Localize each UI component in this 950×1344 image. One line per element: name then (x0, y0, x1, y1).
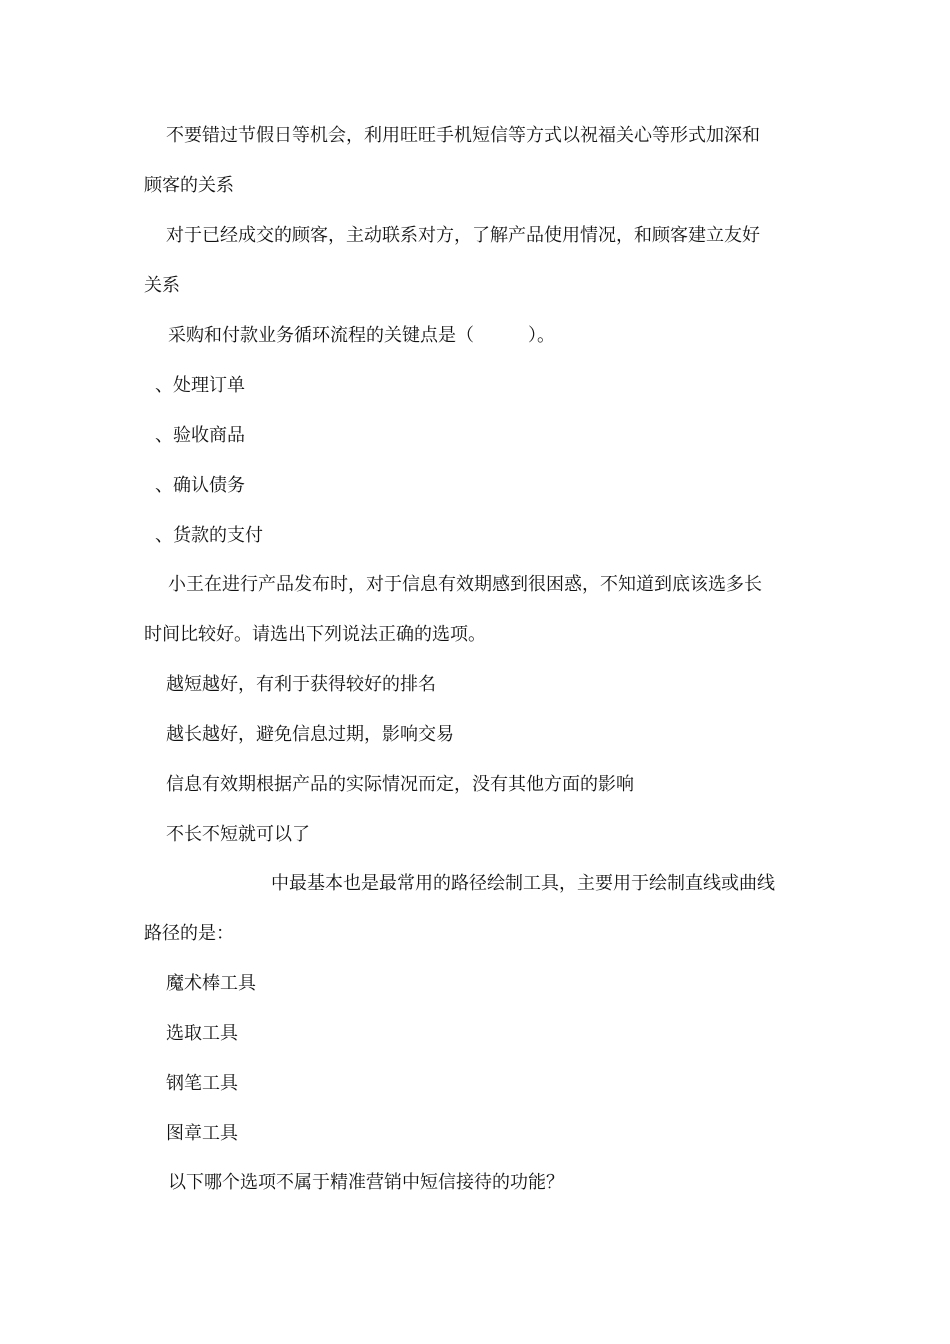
option-line: 图章工具 (166, 1123, 238, 1144)
question-line: 路径的是： (144, 923, 234, 944)
paragraph-line: 对于已经成交的顾客，主动联系对方，了解产品使用情况，和顾客建立友好 (166, 225, 760, 246)
option-line: 、处理订单 (155, 375, 245, 396)
option-line: 、确认债务 (155, 475, 245, 496)
option-line: 越短越好，有利于获得较好的排名 (166, 674, 436, 695)
option-line: 钢笔工具 (166, 1073, 238, 1094)
option-line: 、验收商品 (155, 425, 245, 446)
question-line: 时间比较好。请选出下列说法正确的选项。 (144, 624, 486, 645)
option-line: 魔术棒工具 (166, 973, 256, 994)
option-line: 不长不短就可以了 (166, 824, 310, 845)
question-line: 中最基本也是最常用的路径绘制工具，主要用于绘制直线或曲线 (271, 873, 775, 894)
option-line: 选取工具 (166, 1023, 238, 1044)
paragraph-line: 顾客的关系 (144, 175, 234, 196)
paragraph-line: 关系 (144, 275, 180, 296)
question-line: 以下哪个选项不属于精准营销中短信接待的功能？ (168, 1172, 564, 1193)
option-line: 、货款的支付 (155, 525, 263, 546)
paragraph-line: 不要错过节假日等机会，利用旺旺手机短信等方式以祝福关心等形式加深和 (166, 125, 760, 146)
option-line: 信息有效期根据产品的实际情况而定，没有其他方面的影响 (166, 774, 634, 795)
question-line: 小王在进行产品发布时，对于信息有效期感到很困惑，不知道到底该选多长 (168, 574, 762, 595)
question-line: 采购和付款业务循环流程的关键点是（ ）。 (168, 325, 555, 346)
option-line: 越长越好，避免信息过期，影响交易 (166, 724, 454, 745)
